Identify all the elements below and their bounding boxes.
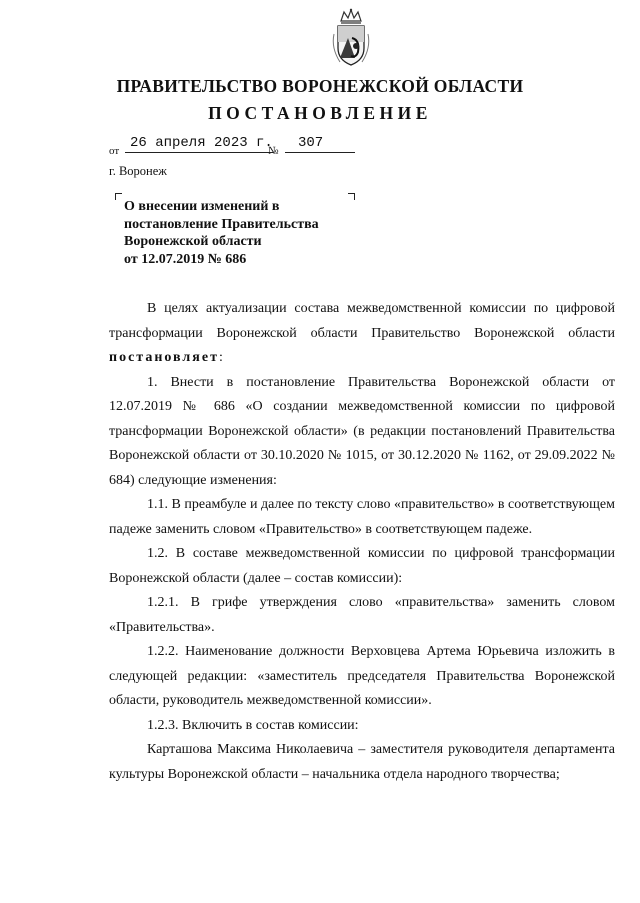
date-underline [125, 152, 273, 153]
organization-title: ПРАВИТЕЛЬСТВО ВОРОНЕЖСКОЙ ОБЛАСТИ [116, 76, 524, 96]
document-date: 26 апреля 2023 г. [130, 135, 273, 151]
item-1-2-2-paragraph: 1.2.2. Наименование должности Верховцева Артема Юрьевича изложить в следующей редакции: «заместитель председателя Правительства Воронежской области, руководитель межведомственной комиссии». [109, 644, 615, 708]
item-1-2-1-paragraph: 1.2.1. В грифе утверждения слово «правительства» заменить словом «Правительства». [109, 595, 615, 635]
subject-line: постановление Правительства [124, 216, 319, 232]
document-type-title: ПОСТАНОВЛЕНИЕ [208, 103, 432, 123]
left-corner-mark [115, 193, 122, 200]
document-number: 307 [298, 135, 324, 151]
subject-line: Воронежской области [124, 234, 262, 250]
number-underline [285, 152, 355, 153]
item-1-1-paragraph: 1.1. В преамбуле и далее по тексту слово «правительство» в соответствующем падеже заменить словом «Правительство» в соответствующем падеже. [109, 497, 615, 537]
resolution-keyword: постановляет [109, 350, 219, 365]
document-subject [124, 198, 364, 268]
number-sign: № [268, 145, 279, 157]
document-body [109, 297, 615, 787]
voronezh-coat-of-arms-icon [328, 8, 374, 68]
intro-paragraph: В целях актуализации состава межведомственной комиссии по цифровой трансформации Воронежской области Правительство Воронежской области постановляет: [109, 301, 615, 365]
city: г. Воронеж [109, 164, 167, 178]
item-1-2-3-paragraph: 1.2.3. Включить в состав комиссии: [147, 717, 359, 733]
subject-line: от 12.07.2019 № 686 [124, 251, 247, 267]
subject-line: О внесении изменений в [124, 199, 280, 214]
date-prefix: от [109, 145, 120, 157]
date-number-line [109, 135, 369, 158]
commission-member-paragraph: Карташова Максима Николаевича – заместителя руководителя департамента культуры Воронежской области – начальника отдела народного творчества; [109, 742, 615, 782]
item-1-paragraph: 1. Внести в постановление Правительства Воронежской области от 12.07.2019 № 686 «О создании межведомственной комиссии по цифровой трансформации Воронежской области» (в редакции постановлений Правительства Воронежской области от 30.10.2020 № 1015, от 30.12.2020 № 1162, от 29.09.2022 № 684) следующие изменения: [109, 374, 615, 488]
item-1-2-paragraph: 1.2. В составе межведомственной комиссии по цифровой трансформации Воронежской области (далее – состав комиссии): [109, 546, 615, 586]
